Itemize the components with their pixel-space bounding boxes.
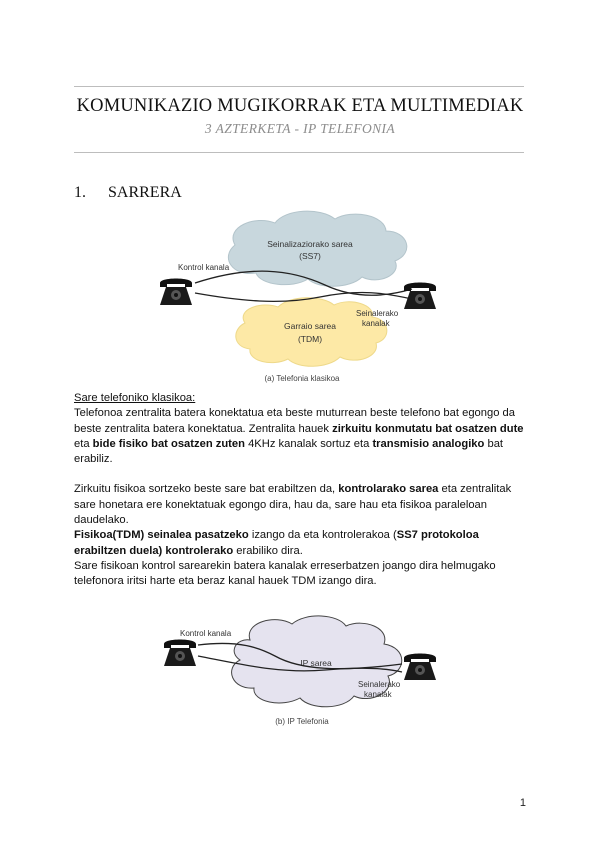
signal-channel-label-2: kanalak	[364, 690, 392, 699]
bottom-rule	[74, 152, 524, 153]
text-run: Zirkuitu fisikoa sortzeko beste sare bat erabiltzen da,	[74, 483, 339, 496]
figure-ip-telephony	[140, 612, 470, 732]
signal-channel-line	[195, 293, 412, 302]
paragraph-2	[74, 482, 534, 528]
telephone-icon	[160, 279, 192, 306]
text-run: Telefonoa zentralita batera konektatua eta beste muturrean beste telefono bat egongo da beste zentralita batera konektatua. Zentralita hauek	[74, 407, 515, 435]
figure-classic-telephony	[140, 205, 470, 390]
signaling-network-cloud	[228, 211, 406, 286]
paragraph-3	[74, 528, 534, 559]
section-number: 1.	[74, 184, 86, 201]
bold-text-run: SS7 protokoloa erabiltzen duela) kontrolerako	[74, 529, 479, 557]
bold-text-run: Fisikoa(TDM) seinalea pasatzeko	[74, 529, 249, 542]
figure-b-caption: (b) IP Telefonia	[275, 717, 329, 726]
text-run: bat erabiliz.	[74, 437, 504, 466]
transport-network-label-1: Garraio sarea	[284, 321, 336, 331]
document-subtitle: 3 AZTERKETA - IP TELEFONIA	[204, 121, 396, 136]
section-heading	[74, 184, 182, 202]
text-run: eta zentralitak sare honetara ere konektatuak egongo dira, hau da, sare hau eta fisikoa paraleloan daudelako.	[74, 483, 512, 527]
signal-channel-label-1: Seinalerako	[356, 309, 399, 318]
paragraph-1	[74, 406, 534, 467]
text-run: 4KHz kanalak sortuz eta	[244, 437, 373, 450]
text-run: izango da eta kontrolerakoa (	[248, 529, 397, 542]
figure-a-caption: (a) Telefonia klasikoa	[264, 374, 340, 383]
classic-network-heading: Sare telefoniko klasikoa:	[74, 392, 196, 404]
bold-text-run: zirkuitu konmutatu bat osatzen dute	[332, 422, 524, 435]
text-run: erabiliko dira.	[233, 544, 303, 557]
transport-network-label-2: (TDM)	[297, 334, 323, 344]
control-channel-label: Kontrol kanala	[178, 263, 230, 272]
signal-channel-label-1: Seinalerako	[358, 680, 401, 689]
signaling-network-label-1: Seinalizaziorako sarea	[267, 239, 353, 249]
ip-network-label: IP sarea	[300, 658, 332, 668]
body-section-1	[74, 391, 534, 590]
telephone-icon	[404, 654, 436, 681]
telephone-icon	[404, 283, 436, 310]
page-number: 1	[519, 797, 526, 809]
bold-text-run: kontrolarako sarea	[338, 483, 439, 496]
control-channel-label: Kontrol kanala	[180, 629, 232, 638]
signaling-network-label-2: (SS7)	[299, 251, 321, 261]
bold-text-run: transmisio analogiko	[372, 437, 485, 450]
paragraph-4: Sare fisikoan kontrol sarearekin batera kanalak erreserbatzen joango dira helmugako telefonora iritsi harte eta beraz kanal hauek TDM izango dira.	[74, 559, 496, 588]
top-rule	[74, 86, 524, 87]
transport-network-cloud	[236, 298, 387, 367]
signal-channel-label-2: kanalak	[362, 319, 390, 328]
text-run: eta	[74, 437, 93, 450]
document-title: KOMUNIKAZIO MUGIKORRAK ETA MULTIMEDIAK	[76, 96, 524, 116]
bold-text-run: bide fisiko bat osatzen zuten	[92, 437, 245, 450]
section-title: SARRERA	[108, 184, 182, 201]
telephone-icon	[164, 640, 196, 667]
